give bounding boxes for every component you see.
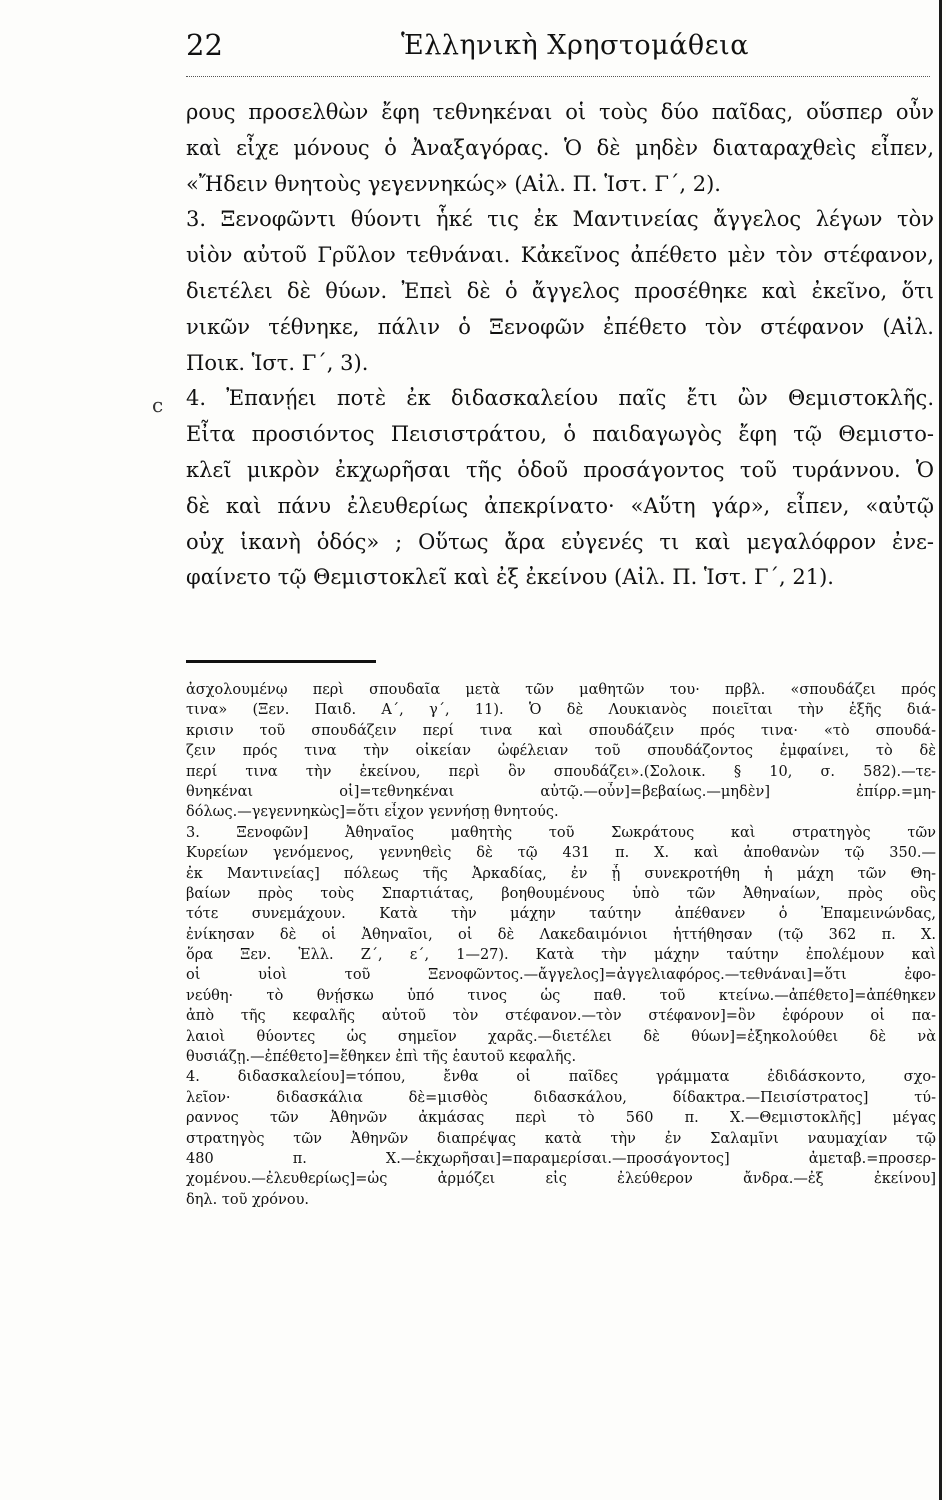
page-number: 22 — [186, 28, 223, 62]
footnote-line: ἀσχολουμένῳ περὶ σπουδαῖα μετὰ τῶν μαθητῶν του· πρβλ. «σπουδάζει πρός — [186, 682, 936, 698]
text-line: Ποικ. Ἱστ. Γ΄, 3). — [186, 350, 369, 375]
footnote-line: θνηκέναι οἱ]=τεθνηκέναι αὐτῷ.—οὖν]=βεβαίως.—μηδὲν] ἐπίρρ.=μη- — [186, 783, 936, 800]
footnote-line: δηλ. τοῦ χρόνου. — [186, 1191, 310, 1208]
footnote-line: ζειν πρός τινα τὴν οἰκείαν ὠφέλειαν τοῦ σπουδάζοντος ἐμφαίνει, τὸ δὲ — [186, 743, 936, 760]
footnote-line: ἐνίκησαν δὲ οἱ Ἀθηναῖοι, οἱ δὲ Λακεδαιμόνιοι ἡττήθησαν (τῷ 362 π. Χ. — [186, 926, 936, 943]
text-line: «Ἤδειν θνητοὺς γεγεννηκώς» (Αἰλ. Π. Ἱστ. Γ΄, 2). — [186, 171, 721, 196]
page-header — [186, 28, 926, 72]
footnote-line: δόλως.—γεγεννηκὼς]=ὅτι εἶχον γεννήσῃ θνητούς. — [186, 804, 559, 821]
footnotes — [186, 680, 936, 1210]
footnote-line: χομένου.—ἐλευθερίως]=ὡς ἁρμόζει εἰς ἐλεύθερον ἄνδρα.—ἐξ ἐκείνου] — [186, 1171, 936, 1188]
text-line: καὶ εἶχε μόνους ὁ Ἀναξαγόρας. Ὁ δὲ μηδὲν διαταραχθεὶς εἶπεν, — [186, 135, 934, 160]
footnote-line: Κυρείων γενόμενος, γεννηθεὶς δὲ τῷ 431 π. Χ. καὶ ἀποθανὼν τῷ 350.— — [186, 845, 936, 862]
footnote-line: νεύθη· τὸ θνῄσκω ὑπό τινος ὡς παθ. τοῦ κτείνω.—ἀπέθετο]=ἀπέθηκεν — [186, 987, 936, 1004]
text-line: οὐχ ἱκανὴ ὁδός» ; Οὕτως ἄρα εὐγενές τι καὶ μεγαλόφρον ἐνε- — [186, 529, 934, 554]
footnote-line: κρισιν τοῦ σπουδάζειν περί τινα καὶ σπουδάζειν πρός τινα· «τὸ σπουδά- — [186, 722, 936, 739]
text-line: υἱὸν αὐτοῦ Γρῦλον τεθνάναι. Κἀκεῖνος ἀπέθετο μὲν τὸν στέφανον, — [186, 243, 934, 268]
footnote-line: περί τινα τὴν ἐκείνου, περὶ ὃν σπουδάζει».(Σολοικ. § 10, σ. 582).—τε- — [186, 763, 936, 780]
text-line: κλεῖ μικρὸν ἐκχωρῆσαι τῆς ὁδοῦ προσάγοντος τοῦ τυράννου. Ὁ — [186, 457, 934, 482]
text-line: δὲ καὶ πάνυ ἐλευθερίως ἀπεκρίνατο· «Αὕτη γάρ», εἶπεν, «αὐτῷ — [186, 493, 934, 518]
footnote-line: στρατηγὸς τῶν Ἀθηνῶν διαπρέψας κατὰ τὴν ἐν Σαλαμῖνι ναυμαχίαν τῷ — [186, 1130, 936, 1147]
page-edge-shadow — [939, 0, 942, 1500]
header-rule — [186, 76, 930, 77]
footnote-line: 480 π. Χ.—ἐκχωρῆσαι]=παραμερίσαι.—προσάγοντος] ἀμεταβ.=προσερ- — [186, 1150, 936, 1167]
text-line: 4. Ἐπανῄει ποτὲ ἐκ διδασκαλείου παῖς ἔτι ὢν Θεμιστοκλῆς. — [186, 386, 934, 411]
footnote-line: λεῖον· διδασκάλια δὲ=μισθὸς διδασκάλου, δίδακτρα.—Πεισίστρατος] τύ- — [186, 1089, 936, 1106]
footnote-line: ραννος τῶν Ἀθηνῶν ἀκμάσας περὶ τὸ 560 π. Χ.—Θεμιστοκλῆς] μέγας — [186, 1110, 936, 1127]
footnote-line: 3. Ξενοφῶν] Ἀθηναῖος μαθητὴς τοῦ Σωκράτους καὶ στρατηγὸς τῶν — [186, 824, 936, 841]
margin-mark: c — [152, 393, 164, 417]
text-line: νικῶν τέθνηκε, πάλιν ὁ Ξενοφῶν ἐπέθετο τὸν στέφανον (Αἰλ. — [186, 314, 934, 339]
text-line: φαίνετο τῷ Θεμιστοκλεῖ καὶ ἐξ ἐκείνου (Αἰλ. Π. Ἱστ. Γ΄, 21). — [186, 565, 834, 590]
running-title: Ἑλληνικὴ Χρηστομάθεια — [401, 30, 749, 61]
text-line: ρους προσελθὼν ἔφη τεθνηκέναι οἱ τοὺς δύο παῖδας, οὕσπερ οὖν — [186, 100, 934, 124]
footnote-line: ἐκ Μαντινείας] πόλεως τῆς Ἀρκαδίας, ἐν ᾗ συνεκροτήθη ἡ μάχη τῶν Θη- — [186, 865, 936, 882]
text-line: διετέλει δὲ θύων. Ἐπεὶ δὲ ὁ ἄγγελος προσέθηκε καὶ ἐκεῖνο, ὅτι — [186, 278, 934, 303]
main-text — [186, 95, 934, 596]
footnote-line: 4. διδασκαλείου]=τόπου, ἔνθα οἱ παῖδες γράμματα ἐδιδάσκοντο, σχο- — [186, 1069, 936, 1086]
footnote-rule — [186, 660, 376, 663]
footnote-line: ὅρα Ξεν. Ἑλλ. Ζ΄, ε΄, 1—27). Κατὰ τὴν μάχην ταύτην ἐπολέμουν καὶ — [186, 947, 936, 964]
footnote-line: θυσιάζῃ.—ἐπέθετο]=ἔθηκεν ἐπὶ τῆς ἑαυτοῦ κεφαλῆς. — [186, 1049, 577, 1066]
footnote-line: βαίων πρὸς τοὺς Σπαρτιάτας, βοηθουμένους ὑπὸ τῶν Ἀθηναίων, πρὸς οὓς — [186, 885, 936, 902]
text-line: Εἶτα προσιόντος Πεισιστράτου, ὁ παιδαγωγὸς ἔφη τῷ Θεμιστο- — [186, 422, 934, 447]
footnote-line: οἱ υἱοὶ τοῦ Ξενοφῶντος.—ἄγγελος]=ἀγγελιαφόρος.—τεθνάναι]=ὅτι ἐφο- — [186, 967, 936, 984]
footnote-line: τινα» (Ξεν. Παιδ. Α΄, γ΄, 11). Ὁ δὲ Λουκιανὸς ποιεῖται τὴν ἑξῆς διά- — [186, 702, 936, 719]
text-line: 3. Ξενοφῶντι θύοντι ἧκέ τις ἐκ Μαντινείας ἄγγελος λέγων τὸν — [186, 207, 934, 232]
footnote-line: ἀπὸ τῆς κεφαλῆς αὐτοῦ τὸν στέφανον.—τὸν στέφανον]=ὃν ἐφόρουν οἱ πα- — [186, 1008, 936, 1025]
footnote-line: λαιοὶ θύοντες ὡς σημεῖον χαρᾶς.—διετέλει δὲ θύων]=ἐξηκολούθει δὲ νὰ — [186, 1028, 936, 1045]
footnote-line: τότε συνεμάχουν. Κατὰ τὴν μάχην ταύτην ἀπέθανεν ὁ Ἐπαμεινώνδας, — [186, 906, 936, 923]
